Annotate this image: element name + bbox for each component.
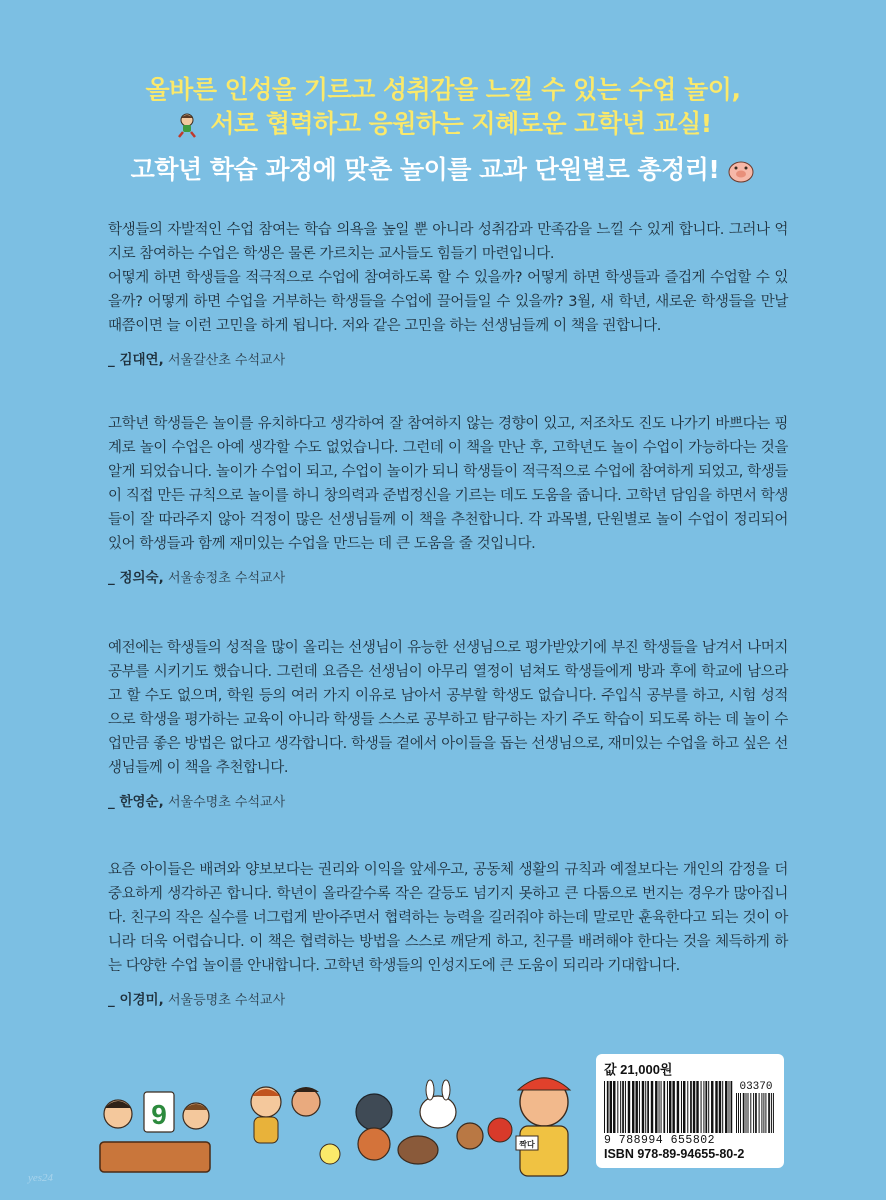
author-name: _ 한영순, (108, 794, 164, 810)
review-author (108, 988, 788, 1008)
author-name: _ 이경미, (108, 992, 164, 1008)
barcode-stripe (683, 1081, 685, 1133)
author-name: _ 정의숙, (108, 570, 164, 586)
barcode-stripe (632, 1081, 634, 1133)
watermark-logo: yes24 (28, 1172, 54, 1184)
barcode-stripe (722, 1081, 723, 1133)
author-role: 서울수명초 수석교사 (168, 795, 286, 810)
barcode-stripe (773, 1093, 774, 1133)
review-text-2: 어떻게 하면 학생들을 적극적으로 수업에 참여하도록 할 수 있을까? 어떻게 하면 학생들과 즐겁게 수업할 수 있을까? 어떻게 하면 수업을 거부하는 학생들을 수업에 끌어들일 수 있을까? 3월, 새 학년, 새로운 학생들을 만날 때쯤이면 늘 이런 고민을 하게 됩니다. 저와 같은 고민을 하는 선생님들께 이 책을 권합니다. (108, 270, 788, 334)
red-paddle (488, 1118, 512, 1142)
chick-shape (320, 1144, 340, 1164)
barcode-stripe (693, 1081, 695, 1133)
barcode-stripe (622, 1081, 624, 1133)
review-text: 고학년 학생들은 놀이를 유치하다고 생각하여 잘 참여하지 않는 경향이 있고, 저조차도 진도 나가기 바쁘다는 핑계로 놀이 수업은 아예 생각할 수도 없었습니다. 그런데 이 책을 만난 후, 고학년도 놀이 수업이 가능하다는 것을 알게 되었습니다. 놀이가 수업이 되고, 수업이 놀이가 되니 학생들이 적극적으로 수업에 참여하게 되었고, 학생들이 직접 만든 규칙으로 놀이를 하니 창의력과 준법정신을 기르는 데도 도움을 줍니다. 고학년 담임을 하면서 학생들이 잘 따라주지 않아 걱정이 많은 선생님들께 이 책을 추천합니다. 각 과목별, 단원별로 놀이 수업이 정리되어 있어 학생들과 함께 재미있는 수업을 만드는 데 큰 도움을 줄 것입니다. (108, 416, 788, 552)
headline-line-2: 서로 협력하고 응원하는 지혜로운 고학년 교실! (210, 109, 712, 138)
barcode-box (596, 1054, 784, 1168)
review-text: 예전에는 학생들의 성적을 많이 올리는 선생님이 유능한 선생님으로 평가받았기에 부진 학생들을 남겨서 나머지 공부를 시키기도 했습니다. 그런데 요즘은 선생님이 아무리 열정이 넘쳐도 학생들에게 방과 후에 학교에 남으라고 할 수도 없으며, 학원 등의 여러 가지 이유로 남아서 공부할 학생도 없습니다. 주입식 공부를 하고, 시험 성적으로 학생을 평가하는 교육이 아니라 학생들 스스로 공부하고 탐구하는 자기 주도 학습이 되도록 하는 데 놀이 수업만큼 좋은 방법은 없다고 생각합니다. 학생들 곁에서 아이들을 돕는 선생님으로, 재미있는 수업을 하고 싶은 선생님들께 이 책을 추천합니다. (108, 640, 788, 776)
barcode-stripe (738, 1093, 739, 1133)
barcode-stripe (681, 1081, 682, 1133)
review-3 (108, 636, 788, 810)
barcode-stripe (761, 1093, 762, 1133)
review-author (108, 790, 788, 810)
barcode-stripe (768, 1093, 770, 1133)
barcode-stripe (659, 1081, 660, 1133)
isbn-number: ISBN 978-89-94655-80-2 (604, 1147, 745, 1161)
addon-barcode (736, 1081, 776, 1133)
review-4 (108, 858, 788, 1008)
review-2 (108, 412, 788, 586)
number-card-text: 9 (151, 1099, 167, 1130)
subhead-text: 고학년 학습 과정에 맞춘 놀이를 교과 단원별로 총정리! (130, 155, 720, 184)
barcode-stripe (731, 1081, 733, 1133)
barcode-stripe (765, 1093, 766, 1133)
barcode-stripe (625, 1081, 626, 1133)
barcode-stripe (763, 1093, 764, 1133)
barcode-stripe (661, 1081, 662, 1133)
barcode-stripe (708, 1081, 709, 1133)
barcode-stripe (655, 1081, 657, 1133)
ean-number: 9 788994 655802 (604, 1134, 716, 1147)
barcode-stripe (743, 1093, 745, 1133)
addon-bars (736, 1093, 776, 1133)
barcode-stripe (736, 1093, 737, 1133)
barcode-stripe (669, 1081, 671, 1133)
price-label: 값 21,000원 (604, 1062, 673, 1077)
ean-barcode (604, 1081, 736, 1133)
barcode-stripe (748, 1093, 749, 1133)
barcode-stripe (753, 1093, 754, 1133)
barcode-stripe (771, 1093, 772, 1133)
pig-mascot-icon (727, 158, 755, 184)
barcode-stripe (690, 1081, 692, 1133)
barcode-stripe (759, 1093, 760, 1133)
author-role: 서울갈산초 수석교사 (168, 353, 286, 368)
barcode-stripe (703, 1081, 704, 1133)
barcode-stripe (628, 1081, 630, 1133)
barcode-stripe (677, 1081, 679, 1133)
dark-cat-head (356, 1094, 392, 1130)
barcode-stripe (667, 1081, 668, 1133)
barcode-stripe (746, 1093, 747, 1133)
barcode-stripe (645, 1081, 646, 1133)
barcode-stripe (719, 1081, 721, 1133)
author-role: 서울송정초 수석교사 (168, 571, 286, 586)
desk-shape (100, 1142, 210, 1172)
headline-line-1: 올바른 인성을 기르고 성취감을 느낄 수 있는 수업 놀이, (145, 75, 741, 104)
review-text: 학생들의 자발적인 수업 참여는 학습 의욕을 높일 뿐 아니라 성취감과 만족감을 느낄 수 있게 합니다. 그러나 억지로 참여하는 수업은 학생은 물론 가르치는 교사들도 힘들기 마련입니다. (108, 222, 788, 262)
author-role: 서울등명초 수석교사 (168, 993, 286, 1008)
barcode-stripe (642, 1081, 644, 1133)
teacher-body (520, 1126, 568, 1176)
kid-shouting-head (292, 1088, 320, 1116)
barcode-stripe (635, 1081, 637, 1133)
barcode-stripe (705, 1081, 707, 1133)
barcode-stripe (701, 1081, 702, 1133)
barcode-stripe (604, 1081, 605, 1133)
barcode-bars-row (604, 1081, 776, 1133)
barcode-stripe (663, 1081, 665, 1133)
barcode-stripe (740, 1093, 741, 1133)
review-author (108, 348, 788, 368)
brown-dog (398, 1136, 438, 1164)
review-author (108, 566, 788, 586)
barcode-stripe (672, 1081, 674, 1133)
running-kid-icon (174, 112, 200, 138)
review-1 (108, 218, 788, 368)
monkey-head (457, 1123, 483, 1149)
barcode-stripe (750, 1093, 751, 1133)
barcode-stripe (647, 1081, 649, 1133)
barcode-stripe (651, 1081, 653, 1133)
addon-number: 03370 (739, 1081, 773, 1093)
white-rabbit-head (420, 1096, 456, 1128)
barcode-stripe (755, 1093, 757, 1133)
barcode-stripe (687, 1081, 688, 1133)
barcode-stripe (607, 1081, 609, 1133)
barcode-stripe (711, 1081, 713, 1133)
barcode-stripe (620, 1081, 621, 1133)
barcode-stripe (617, 1081, 618, 1133)
barcode-stripe (725, 1081, 727, 1133)
author-name: _ 김대연, (108, 352, 164, 368)
review-text: 요즘 아이들은 배려와 양보보다는 권리와 이익을 앞세우고, 공동체 생활의 규칙과 예절보다는 개인의 감정을 더 중요하게 생각하곤 합니다. 학년이 올라갈수록 작은 갈등도 넘기지 못하고 큰 다툼으로 번지는 경우가 많아집니다. 친구의 작은 실수를 너그럽게 받아주면서 협력하는 능력을 길러줘야 하는데 말로만 훈육한다고 되는 것이 아니라 더욱 어렵습니다. 이 책은 협력하는 방법을 스스로 깨닫게 하고, 친구를 배려해야 한다는 것을 체득하게 하는 다양한 수업 놀이를 안내합니다. 고학년 학생들의 인성지도에 큰 도움이 되리라 기대합니다. (108, 862, 788, 974)
barcode-stripe (639, 1081, 640, 1133)
barcode-stripe (696, 1081, 698, 1133)
barcode-stripe (613, 1081, 615, 1133)
subhead-row (0, 150, 886, 186)
barcode-stripe (728, 1081, 729, 1133)
barcode-stripe (715, 1081, 717, 1133)
barcode-stripe (610, 1081, 612, 1133)
cartoon-characters-illustration (96, 1062, 596, 1180)
teacher-sign-text: 짝다 (519, 1140, 535, 1149)
headline-line-2-row (0, 104, 886, 140)
